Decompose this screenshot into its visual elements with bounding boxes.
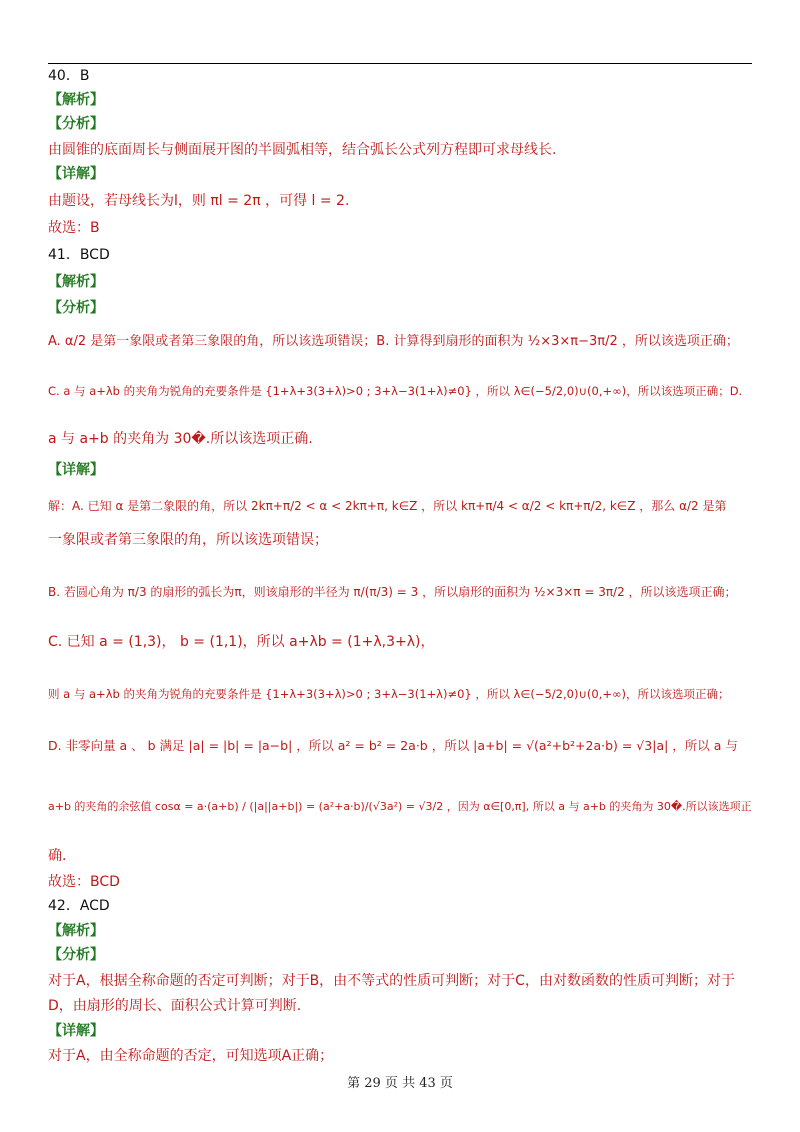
q40-title: 40．B bbox=[48, 68, 90, 84]
header-rule bbox=[48, 63, 752, 64]
q40-xiangjie-heading: 【详解】 bbox=[48, 166, 104, 182]
q41-fenxi-heading: 【分析】 bbox=[48, 300, 104, 316]
q41-analysis-line-3: a 与 a+b 的夹角为 30�.所以该选项正确. bbox=[48, 431, 313, 447]
q41-analysis-line-2: C. a 与 a+λb 的夹角为锐角的充要条件是 {1+λ+3(3+λ)>0 ; 3+λ−3(1+λ)≠0} ，所以 λ∈(−5/2,0)∪(0,+∞)，所以该选项正确；D. bbox=[48, 384, 743, 398]
q42-xiangjie-heading: 【详解】 bbox=[48, 1023, 104, 1039]
q41-jiexi-heading: 【解析】 bbox=[48, 274, 104, 290]
q41-detail-line-5: 则 a 与 a+λb 的夹角为锐角的充要条件是 {1+λ+3(3+λ)>0 ; 3+λ−3(1+λ)≠0} ，所以 λ∈(−5/2,0)∪(0,+∞)，所以该选项正确； bbox=[48, 687, 730, 701]
q41-detail-line-1: 解：A. 已知 α 是第二象限的角，所以 2kπ+π/2 < α < 2kπ+π, k∈Z ，所以 kπ+π/4 < α/2 < kπ+π/2, k∈Z ，那么 α/2 是第 bbox=[48, 499, 727, 513]
q42-analysis-line-1: 对于A，根据全称命题的否定可判断；对于B，由不等式的性质可判断；对于C，由对数函数的性质可判断；对于 bbox=[48, 973, 735, 989]
q41-detail-line-3: B. 若圆心角为 π/3 的扇形的弧长为π，则该扇形的半径为 π/(π/3) = 3 ，所以扇形的面积为 ½×3×π = 3π/2 ，所以该选项正确； bbox=[48, 585, 737, 599]
q41-answer: 故选：BCD bbox=[48, 874, 120, 890]
q40-answer: 故选：B bbox=[48, 220, 100, 236]
q40-jiexi-heading: 【解析】 bbox=[48, 92, 104, 108]
q42-fenxi-heading: 【分析】 bbox=[48, 947, 104, 963]
q40-fenxi-heading: 【分析】 bbox=[48, 116, 104, 132]
q41-detail-line-4: C. 已知 a = (1,3)， b = (1,1)，所以 a+λb = (1+λ,3+λ)， bbox=[48, 634, 435, 650]
q42-detail-line-1: 对于A，由全称命题的否定，可知选项A正确； bbox=[48, 1048, 334, 1064]
page-footer: 第 29 页 共 43 页 bbox=[347, 1076, 453, 1091]
q42-jiexi-heading: 【解析】 bbox=[48, 923, 104, 939]
q41-detail-line-8: 确. bbox=[48, 848, 67, 864]
q42-analysis-line-2: D，由扇形的周长、面积公式计算可判断. bbox=[48, 998, 302, 1014]
q41-detail-line-7: a+b 的夹角的余弦值 cosα = a·(a+b) / (|a||a+b|) = (a²+a·b)/(√3a²) = √3/2 ，因为 α∈[0,π], 所以 a 与 a+b 的夹角为 30�.所以该选项正 bbox=[48, 800, 752, 813]
q40-analysis: 由圆锥的底面周长与侧面展开图的半圆弧相等，结合弧长公式列方程即可求母线长. bbox=[48, 142, 557, 158]
q40-detail: 由题设，若母线长为l，则 πl = 2π ，可得 l = 2. bbox=[48, 193, 350, 209]
q42-title: 42．ACD bbox=[48, 898, 110, 914]
q41-detail-line-2: 一象限或者第三象限的角，所以该选项错误； bbox=[48, 532, 328, 548]
q41-title: 41．BCD bbox=[48, 247, 110, 263]
q41-detail-line-6: D. 非零向量 a 、 b 满足 |a| = |b| = |a−b| ，所以 a² = b² = 2a·b ，所以 |a+b| = √(a²+b²+2a·b) = √3|a| ，所以 a 与 bbox=[48, 738, 738, 753]
q41-analysis-line-1: A. α/2 是第一象限或者第三象限的角，所以该选项错误；B. 计算得到扇形的面积为 ½×3×π−3π/2 ，所以该选项正确； bbox=[48, 334, 739, 349]
q41-xiangjie-heading: 【详解】 bbox=[48, 462, 104, 478]
